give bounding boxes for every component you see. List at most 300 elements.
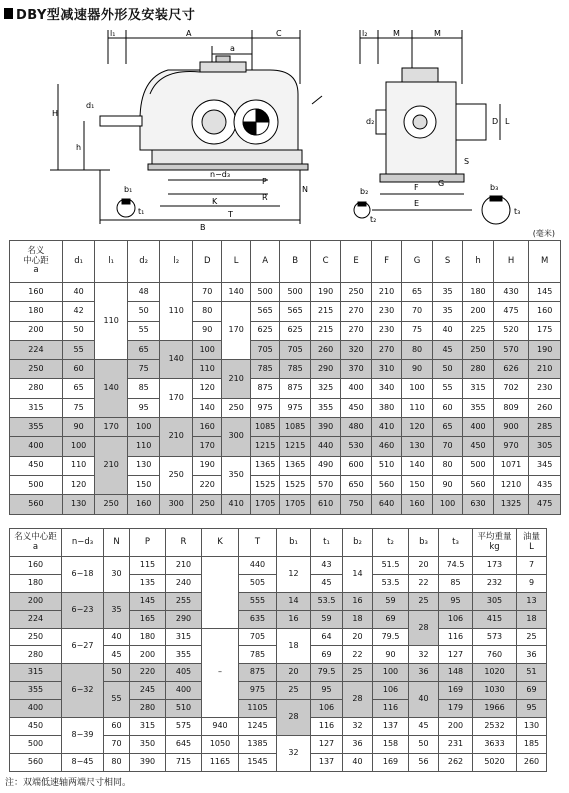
table-cell: 160 <box>10 557 62 575</box>
table-cell: 6−27 <box>62 628 104 664</box>
table-cell: 60 <box>432 398 462 417</box>
table-cell: 270 <box>341 321 371 340</box>
table-cell: 1215 <box>280 437 310 456</box>
table-cell: 43 <box>311 557 343 575</box>
table-cell: 260 <box>517 753 547 771</box>
table2-header: b₃ <box>409 529 439 557</box>
table-cell: 50 <box>62 321 95 340</box>
table-cell: 315 <box>10 664 62 682</box>
table-cell: 400 <box>10 437 63 456</box>
table-cell: 900 <box>493 418 529 437</box>
table-cell: 940 <box>202 718 239 736</box>
table-cell: 400 <box>463 418 493 437</box>
label-b3: b₃ <box>490 183 499 192</box>
table-cell: 1030 <box>473 682 517 700</box>
table-cell: 45 <box>104 646 130 664</box>
table-cell: 79.5 <box>373 628 409 646</box>
table-cell: 245 <box>130 682 166 700</box>
label-b1: b₁ <box>124 185 133 194</box>
table-cell: 59 <box>311 610 343 628</box>
table-cell: 1966 <box>473 700 517 718</box>
table-cell: 320 <box>341 340 371 359</box>
table-cell: 355 <box>10 418 63 437</box>
table-row <box>10 321 561 340</box>
table-cell: 1071 <box>493 456 529 475</box>
table-cell: 250 <box>160 456 193 495</box>
table-cell: 560 <box>463 475 493 494</box>
table2-header: K <box>202 529 239 557</box>
table-cell: 145 <box>130 592 166 610</box>
table-cell: 410 <box>222 495 250 514</box>
table-cell: 85 <box>439 574 473 592</box>
label-n-d3: n−d₃ <box>210 170 231 179</box>
table-cell: 106 <box>439 610 473 628</box>
table2-header: 平均重量 kg <box>473 529 517 557</box>
table-cell: 280 <box>130 700 166 718</box>
table-cell: 300 <box>160 495 193 514</box>
table-cell: 36 <box>343 735 373 753</box>
table-cell: 106 <box>373 682 409 700</box>
table-cell: 350 <box>222 456 250 495</box>
table-cell: 25 <box>343 664 373 682</box>
table-cell: 370 <box>341 360 371 379</box>
table-cell: 500 <box>463 456 493 475</box>
table-cell: 32 <box>343 718 373 736</box>
table-cell: 75 <box>62 398 95 417</box>
table-cell: 705 <box>280 340 310 359</box>
table-cell: 100 <box>402 379 432 398</box>
table-cell: 116 <box>311 718 343 736</box>
table-cell: 130 <box>402 437 432 456</box>
table-cell: 40 <box>343 753 373 771</box>
table-cell: 120 <box>192 379 221 398</box>
table-cell: 1705 <box>250 495 279 514</box>
unit-label: (毫米) <box>532 229 555 238</box>
table-cell: 215 <box>310 321 340 340</box>
table-cell: 210 <box>529 360 561 379</box>
table-cell: 1545 <box>239 753 277 771</box>
table-cell: 50 <box>432 360 462 379</box>
table-cell: 475 <box>529 495 561 514</box>
table-cell: 137 <box>373 718 409 736</box>
table-cell: 480 <box>341 418 371 437</box>
table-cell: 355 <box>310 398 340 417</box>
table-cell: 40 <box>432 321 462 340</box>
table-cell: 110 <box>192 360 221 379</box>
table-cell: 260 <box>529 398 561 417</box>
table2-header: t₂ <box>373 529 409 557</box>
table-cell: 85 <box>127 379 160 398</box>
table-cell: 210 <box>222 360 250 399</box>
label-M2: M <box>434 29 441 38</box>
table-cell: 28 <box>277 700 311 736</box>
table-cell: 230 <box>529 379 561 398</box>
table-cell: 100 <box>373 664 409 682</box>
table-cell: 230 <box>371 321 401 340</box>
table-cell: 400 <box>10 700 62 718</box>
table-cell: 70 <box>432 437 462 456</box>
table-cell: 355 <box>166 646 202 664</box>
table-cell: 1365 <box>250 456 279 475</box>
table-cell: 75 <box>402 321 432 340</box>
table-cell: 640 <box>371 495 401 514</box>
table-cell: 310 <box>371 360 401 379</box>
table-cell: 975 <box>239 682 277 700</box>
table-cell: 20 <box>343 628 373 646</box>
label-K: K <box>212 197 218 206</box>
table-cell: 400 <box>166 682 202 700</box>
table-cell: 158 <box>373 735 409 753</box>
table-cell: 55 <box>127 321 160 340</box>
table-cell: 100 <box>192 340 221 359</box>
table-cell: 435 <box>529 475 561 494</box>
table-cell: 100 <box>62 437 95 456</box>
table-cell: 40 <box>104 628 130 646</box>
label-F: F <box>414 183 419 192</box>
table-cell: 35 <box>104 592 130 628</box>
label-t1: t₁ <box>138 207 145 216</box>
table-cell: 6−23 <box>62 592 104 628</box>
label-d2: d₂ <box>366 117 375 126</box>
label-A: A <box>186 29 192 38</box>
table1-header: C <box>310 241 340 283</box>
table-cell: 110 <box>62 456 95 475</box>
table-cell: 224 <box>10 610 62 628</box>
table-cell: 875 <box>250 379 279 398</box>
table-cell: 56 <box>409 753 439 771</box>
table-cell: 160 <box>10 283 63 302</box>
table-cell: 80 <box>104 753 130 771</box>
table-cell: 715 <box>166 753 202 771</box>
table-cell: 702 <box>493 379 529 398</box>
table-cell: 79.5 <box>311 664 343 682</box>
table-cell: 8−45 <box>62 753 104 771</box>
table-cell: 140 <box>222 283 250 302</box>
table-cell: 1085 <box>280 418 310 437</box>
table-cell: 130 <box>127 456 160 475</box>
table-cell: 565 <box>250 302 279 321</box>
table-cell: 1105 <box>239 700 277 718</box>
table-cell: 190 <box>192 456 221 475</box>
table-cell: 74.5 <box>439 557 473 575</box>
table-cell: 315 <box>10 398 63 417</box>
dimension-table-2 <box>9 528 547 772</box>
table-row <box>10 418 561 437</box>
label-t2: t₂ <box>370 215 377 224</box>
table2-header: T <box>239 529 277 557</box>
table-cell: 148 <box>439 664 473 682</box>
table-cell: 200 <box>10 321 63 340</box>
table-cell: 560 <box>10 495 63 514</box>
table-cell: 290 <box>310 360 340 379</box>
table-cell: 1020 <box>473 664 517 682</box>
table-cell: 300 <box>222 418 250 457</box>
table-cell: 51 <box>517 664 547 682</box>
table-cell: 12 <box>277 557 311 593</box>
table-cell: 1245 <box>239 718 277 736</box>
table1-header: D <box>192 241 221 283</box>
table-cell: 120 <box>402 418 432 437</box>
label-H: H <box>52 109 59 118</box>
table-cell: 25 <box>517 628 547 646</box>
table1-header: 名义 中心距 a <box>10 241 63 283</box>
label-P: P <box>262 177 267 186</box>
label-l2: l₂ <box>362 29 368 38</box>
table-cell: 232 <box>473 574 517 592</box>
table-cell: 40 <box>409 682 439 718</box>
table-cell: 500 <box>10 735 62 753</box>
table-cell: 1210 <box>493 475 529 494</box>
table-cell: 200 <box>130 646 166 664</box>
table-cell: 875 <box>280 379 310 398</box>
label-G: G <box>438 179 445 188</box>
table2-header: N <box>104 529 130 557</box>
table-cell: 600 <box>341 456 371 475</box>
table-cell: 1705 <box>280 495 310 514</box>
table-cell: 169 <box>373 753 409 771</box>
table-cell: 95 <box>127 398 160 417</box>
table-cell: 140 <box>402 456 432 475</box>
table-cell: 415 <box>473 610 517 628</box>
table-cell: 565 <box>280 302 310 321</box>
table-cell: 510 <box>371 456 401 475</box>
table-cell: 1525 <box>280 475 310 494</box>
table-cell: 1165 <box>202 753 239 771</box>
table-row <box>10 340 561 359</box>
table-cell: 179 <box>439 700 473 718</box>
table-cell: 210 <box>160 418 193 457</box>
table-cell: 280 <box>10 646 62 664</box>
table-cell: 2532 <box>473 718 517 736</box>
table-cell: 190 <box>529 340 561 359</box>
table-cell: 315 <box>130 718 166 736</box>
table-cell: 500 <box>10 475 63 494</box>
label-M1: M <box>393 29 400 38</box>
table-cell: 490 <box>310 456 340 475</box>
table-cell: 137 <box>311 753 343 771</box>
table-row <box>10 360 561 379</box>
table-cell: 610 <box>310 495 340 514</box>
table-cell: 25 <box>277 682 311 700</box>
table-cell: 160 <box>402 495 432 514</box>
label-C: C <box>276 29 282 38</box>
table-cell: 53.5 <box>373 574 409 592</box>
table-row <box>10 456 561 475</box>
table-cell: 140 <box>192 398 221 417</box>
table-cell: 48 <box>127 283 160 302</box>
table-cell: 1385 <box>239 735 277 753</box>
table-cell: 430 <box>493 283 529 302</box>
table-cell: 80 <box>402 340 432 359</box>
table1-header: F <box>371 241 401 283</box>
table-cell: 270 <box>371 340 401 359</box>
table-cell: 65 <box>432 418 462 437</box>
table-cell: 200 <box>439 718 473 736</box>
table-cell: 80 <box>432 456 462 475</box>
table-cell: 32 <box>409 646 439 664</box>
table-cell: 220 <box>192 475 221 494</box>
table-cell: 390 <box>130 753 166 771</box>
table-cell: 170 <box>192 437 221 456</box>
table-cell: 180 <box>10 302 63 321</box>
table-cell: 785 <box>239 646 277 664</box>
table-cell: 705 <box>250 340 279 359</box>
table-cell: 5020 <box>473 753 517 771</box>
table-cell: 500 <box>250 283 279 302</box>
table-cell: 475 <box>493 302 529 321</box>
table-cell: 975 <box>250 398 279 417</box>
table-cell: 90 <box>192 321 221 340</box>
table-cell: 510 <box>166 700 202 718</box>
table-cell: 750 <box>341 495 371 514</box>
table-cell: 70 <box>104 735 130 753</box>
table-cell: 210 <box>166 557 202 575</box>
table-cell: 127 <box>439 646 473 664</box>
table-cell: 305 <box>473 592 517 610</box>
table-cell: 32 <box>277 735 311 771</box>
table-cell: 231 <box>439 735 473 753</box>
table-cell: 28 <box>409 610 439 646</box>
table-cell <box>202 557 239 629</box>
table-cell: 280 <box>463 360 493 379</box>
table-cell: 95 <box>311 682 343 700</box>
table-cell: 635 <box>239 610 277 628</box>
table-cell: 305 <box>529 437 561 456</box>
table-row <box>10 283 561 302</box>
table-cell: 450 <box>341 398 371 417</box>
table-row <box>10 664 547 682</box>
table-cell: 573 <box>473 628 517 646</box>
table-cell: 355 <box>10 682 62 700</box>
table-cell: 875 <box>239 664 277 682</box>
table-cell: 80 <box>192 302 221 321</box>
label-R: R <box>262 193 268 202</box>
table-row <box>10 475 561 494</box>
table-cell: 90 <box>373 646 409 664</box>
table-cell: 140 <box>95 360 128 418</box>
table-cell: 59 <box>373 592 409 610</box>
table-cell: 69 <box>311 646 343 664</box>
table-cell: 13 <box>517 592 547 610</box>
table-cell: 140 <box>160 340 193 379</box>
table-cell: 28 <box>343 682 373 718</box>
label-D: D <box>492 117 499 126</box>
table2-header: t₁ <box>311 529 343 557</box>
table-cell: 110 <box>402 398 432 417</box>
table-cell: 250 <box>10 360 63 379</box>
dimension-table-1 <box>9 240 561 515</box>
table-cell: 18 <box>517 610 547 628</box>
table1-header: S <box>432 241 462 283</box>
table1-header: h <box>463 241 493 283</box>
table-cell: 460 <box>371 437 401 456</box>
table-cell: 180 <box>10 574 62 592</box>
table-cell: 95 <box>439 592 473 610</box>
table-cell: 90 <box>432 475 462 494</box>
table-cell: 25 <box>409 592 439 610</box>
table-cell: 555 <box>239 592 277 610</box>
table-cell: 390 <box>310 418 340 437</box>
table-cell: 130 <box>517 718 547 736</box>
label-a: a <box>230 44 235 53</box>
table-cell: 625 <box>250 321 279 340</box>
table-row <box>10 628 547 646</box>
table-cell: 36 <box>517 646 547 664</box>
table2-header: 油量 L <box>517 529 547 557</box>
table2-header: 名义中心距 a <box>10 529 62 557</box>
table-cell: 224 <box>10 340 63 359</box>
table-cell: 14 <box>277 592 311 610</box>
table-cell: 570 <box>310 475 340 494</box>
table-cell: 262 <box>439 753 473 771</box>
table-cell: 170 <box>95 418 128 437</box>
table1-header: d₁ <box>62 241 95 283</box>
table-cell: 240 <box>166 574 202 592</box>
table-cell: 345 <box>529 456 561 475</box>
table-cell: 380 <box>371 398 401 417</box>
table-cell: 560 <box>10 753 62 771</box>
table-cell: 250 <box>222 398 250 417</box>
table-cell: 64 <box>311 628 343 646</box>
table-cell: 50 <box>104 664 130 682</box>
label-d1: d₁ <box>86 101 95 110</box>
table-cell: 42 <box>62 302 95 321</box>
table1-header: l₂ <box>160 241 193 283</box>
table-cell: 230 <box>371 302 401 321</box>
table-cell: 185 <box>517 735 547 753</box>
table-cell: 325 <box>310 379 340 398</box>
table-cell: 400 <box>341 379 371 398</box>
label-h: h <box>76 143 82 152</box>
table-cell: 630 <box>463 495 493 514</box>
table-cell: 30 <box>104 557 130 593</box>
table-cell: 145 <box>529 283 561 302</box>
table-cell: 650 <box>341 475 371 494</box>
table-cell: 165 <box>130 610 166 628</box>
table-cell: 106 <box>311 700 343 718</box>
table-cell: 35 <box>432 283 462 302</box>
table-cell: 785 <box>280 360 310 379</box>
table-cell: 40 <box>62 283 95 302</box>
table-cell: 500 <box>280 283 310 302</box>
table-cell: 625 <box>280 321 310 340</box>
table-cell: 160 <box>192 418 221 437</box>
table-cell: 20 <box>409 557 439 575</box>
table-cell: 53.5 <box>311 592 343 610</box>
table2-header: t₃ <box>439 529 473 557</box>
table-cell: 170 <box>160 379 193 418</box>
table-cell: 260 <box>310 340 340 359</box>
table-row <box>10 557 547 575</box>
table-cell: 180 <box>463 283 493 302</box>
table-cell: 350 <box>130 735 166 753</box>
table-cell: 45 <box>311 574 343 592</box>
table-cell: 55 <box>62 340 95 359</box>
table-cell: 116 <box>373 700 409 718</box>
footnote: 注：双端低速轴两端尺寸相同。 <box>5 778 132 788</box>
table-row <box>10 592 547 610</box>
table-cell: 110 <box>95 283 128 360</box>
table-cell: 127 <box>311 735 343 753</box>
title-text: DBY型减速器外形及安装尺寸 <box>16 7 196 23</box>
table-cell: 75 <box>127 360 160 379</box>
table-cell: 90 <box>62 418 95 437</box>
table-cell: 410 <box>371 418 401 437</box>
label-N: N <box>302 185 308 194</box>
label-B: B <box>200 223 206 232</box>
table1-header: L <box>222 241 250 283</box>
table-cell: 18 <box>277 628 311 664</box>
